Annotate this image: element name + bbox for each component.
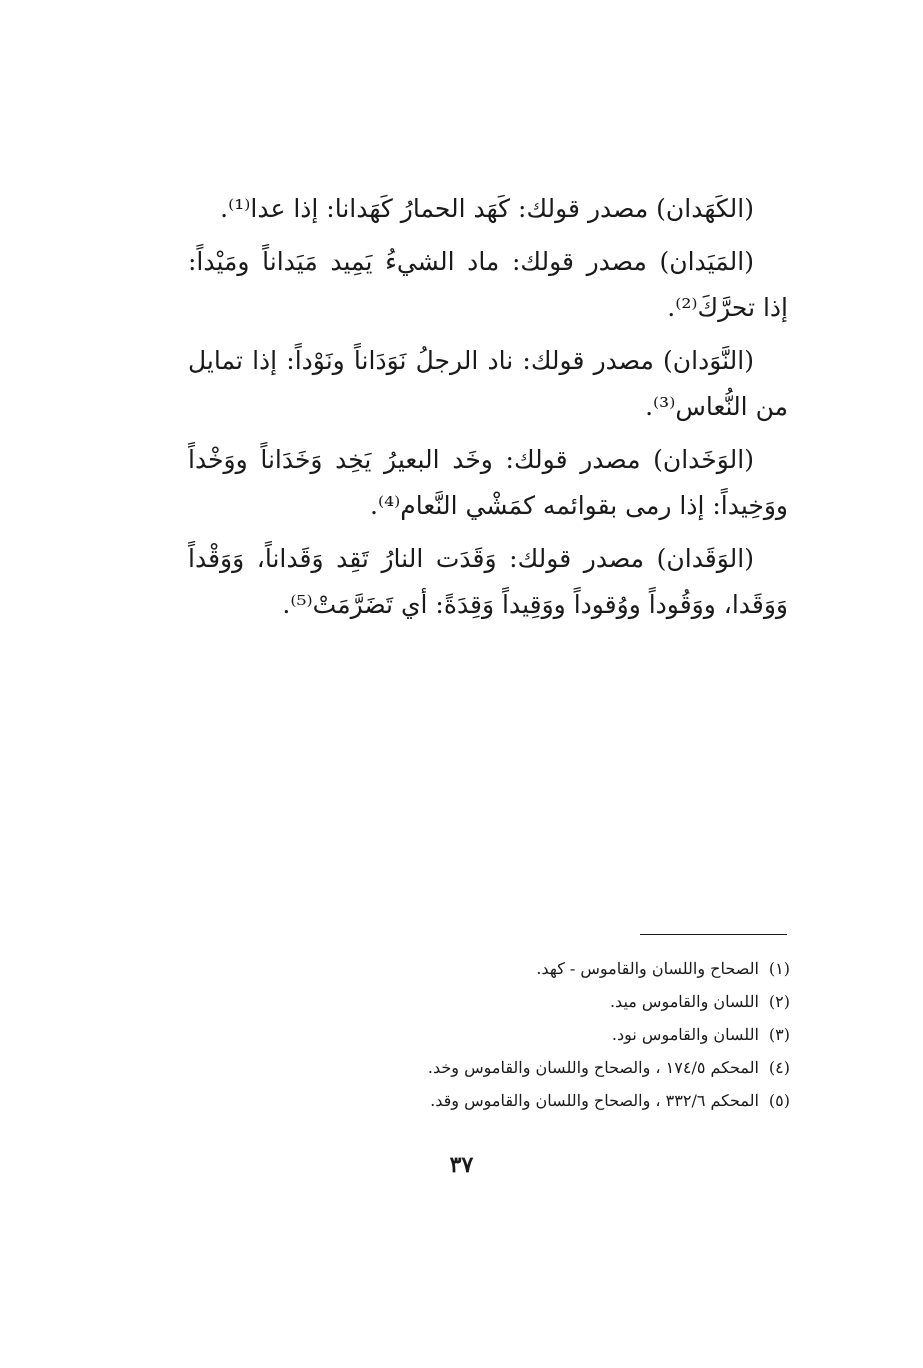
footnote-text: اللسان والقاموس نود.: [611, 1025, 759, 1044]
footnote-number: (١): [768, 959, 790, 978]
entry-kahadan: (الكَهَدان) مصدر قولك: كَهَد الحمارُ كَهَدانا: إذا عدا⁽¹⁾.: [220, 194, 754, 223]
entry-waqadan: (الوَقَدان) مصدر قولك: وَقَدَت النارُ تَقِد وَقَداناً، وَوَقْداً وَوَقَدا، ووَقُوداً ووُقوداً ووَقِيداً وَقِدَةً: أي تَضَرَّمَتْ⁽⁵⁾.: [188, 544, 788, 619]
entry-wakhadan: (الوَخَدان) مصدر قولك: وخَد البعيرُ يَخِد وَخَدَاناً ووَخْداً ووَخِيداً: إذا رمى بقوائمه كمَشْي النَّعام⁽⁴⁾.: [188, 445, 788, 520]
entry-mayadan: (المَيَدان) مصدر قولك: ماد الشيءُ يَمِيد مَيَداناً ومَيْداً: إذا تحرَّكَ⁽²⁾.: [188, 247, 788, 322]
entry-nawadan: (النَّوَدان) مصدر قولك: ناد الرجلُ نَوَدَاناً ونَوْداً: إذا تمايل من النُّعاس⁽³⁾.: [188, 346, 788, 421]
footnotes: [300, 952, 790, 1117]
footnote-text: الصحاح واللسان والقاموس - كهد.: [536, 959, 759, 978]
footnote-2: [300, 985, 790, 1018]
footnote-4: [300, 1051, 790, 1084]
footnote-number: (٤): [768, 1058, 790, 1077]
footnote-1: [300, 952, 790, 985]
footnote-number: (٢): [768, 992, 790, 1011]
footnote-text: اللسان والقاموس ميد.: [609, 992, 759, 1011]
main-text: [188, 186, 788, 635]
page-number: ٣٧: [449, 1152, 474, 1178]
footnote-text: المحكم ٣٣٢/٦ ، والصحاح واللسان والقاموس وقد.: [430, 1091, 759, 1110]
footnote-3: [300, 1018, 790, 1051]
footnote-separator: [640, 934, 787, 935]
footnote-number: (٥): [768, 1091, 790, 1110]
footnote-text: المحكم ١٧٤/٥ ، والصحاح واللسان والقاموس وخد.: [427, 1058, 759, 1077]
footnote-5: [300, 1084, 790, 1117]
footnote-number: (٣): [768, 1025, 790, 1044]
